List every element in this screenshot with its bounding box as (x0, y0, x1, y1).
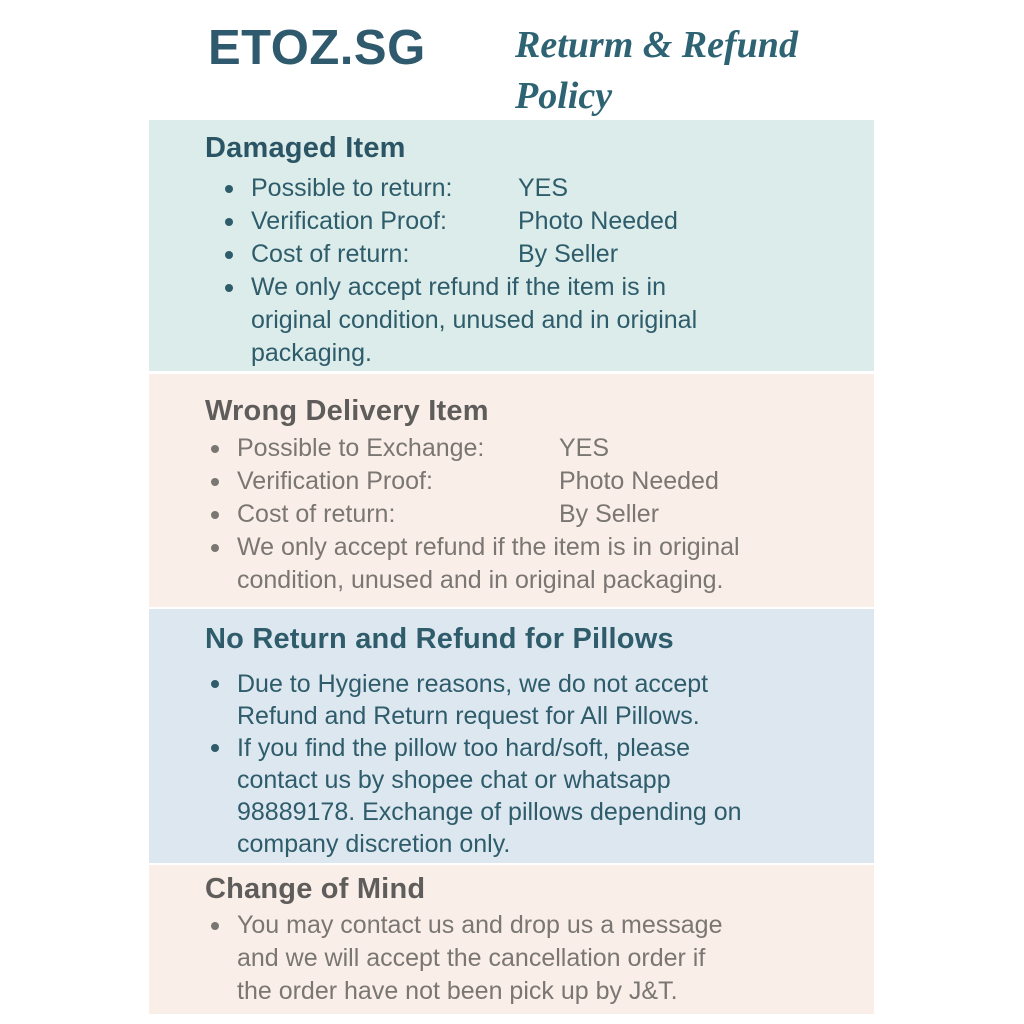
bullet-dot-icon (211, 680, 219, 688)
bullet-item (149, 271, 874, 370)
bullet-value: Photo Needed (518, 207, 678, 235)
bullet-dot-icon (211, 445, 219, 453)
bullet-text-line: We only accept refund if the item is in original (237, 533, 740, 561)
bullet-item (149, 909, 874, 1008)
bullet-value: By Seller (518, 240, 619, 268)
bullet-item (149, 238, 874, 271)
section-heading: Change of Mind (205, 873, 426, 905)
section-change-of-mind (149, 865, 874, 1014)
bullet-item (149, 432, 874, 465)
bullet-text-line: You may contact us and drop us a message (237, 911, 723, 939)
section-wrong-delivery-item (149, 374, 874, 607)
bullet-text (237, 668, 708, 732)
section-heading: Wrong Delivery Item (205, 395, 489, 427)
bullet-value: Photo Needed (559, 467, 719, 495)
bullet-text (237, 531, 740, 597)
bullet-value: YES (559, 434, 610, 462)
bullet-dot-icon (211, 922, 219, 930)
bullet-text-line: 98889178. Exchange of pillows depending on (237, 798, 742, 826)
bullet-item (149, 498, 874, 531)
bullet-text-line: original condition, unused and in original (251, 306, 698, 334)
bullet-text-line: We only accept refund if the item is in (251, 273, 667, 301)
bullet-dot-icon (225, 185, 233, 193)
bullet-list (149, 668, 874, 860)
bullet-list (149, 172, 874, 370)
bullet-dot-icon (211, 511, 219, 519)
bullet-dot-icon (225, 251, 233, 259)
bullet-text-line: the order have not been pick up by J&T. (237, 977, 678, 1005)
bullet-item (149, 668, 874, 732)
bullet-label: Cost of return: (237, 500, 396, 528)
bullet-dot-icon (225, 284, 233, 292)
bullet-list (149, 909, 874, 1008)
bullet-text-line: and we will accept the cancellation order if (237, 944, 706, 972)
bullet-dot-icon (211, 544, 219, 552)
bullet-label: Possible to Exchange: (237, 434, 485, 462)
bullet-dot-icon (211, 744, 219, 752)
bullet-label: Cost of return: (251, 240, 410, 268)
bullet-dot-icon (211, 478, 219, 486)
bullet-item (149, 172, 874, 205)
bullet-dot-icon (225, 218, 233, 226)
bullet-text-line: company discretion only. (237, 830, 511, 858)
bullet-item (149, 732, 874, 860)
bullet-label: Verification Proof: (251, 207, 447, 235)
section-damaged-item (149, 120, 874, 371)
brand-logo: ETOZ.SG (208, 21, 426, 75)
bullet-text-line: Due to Hygiene reasons, we do not accept (237, 670, 709, 698)
bullet-label: Possible to return: (251, 174, 453, 202)
page-title-line-2: Policy (515, 75, 613, 117)
page-title-line-1: Returm & Refund (515, 24, 798, 66)
section-heading: No Return and Refund for Pillows (205, 623, 674, 655)
bullet-text (237, 909, 723, 1008)
bullet-list (149, 432, 874, 597)
page-title (515, 20, 798, 122)
bullet-item (149, 205, 874, 238)
bullet-item (149, 465, 874, 498)
bullet-label: Verification Proof: (237, 467, 433, 495)
section-no-return-pillows (149, 609, 874, 863)
bullet-value: YES (518, 174, 569, 202)
section-heading: Damaged Item (205, 132, 406, 164)
bullet-text (237, 732, 742, 860)
bullet-text-line: packaging. (251, 339, 372, 367)
bullet-text (251, 271, 697, 370)
bullet-text-line: If you find the pillow too hard/soft, please (237, 734, 691, 762)
bullet-text-line: contact us by shopee chat or whatsapp (237, 766, 671, 794)
bullet-text-line: Refund and Return request for All Pillows. (237, 702, 700, 730)
bullet-text-line: condition, unused and in original packaging. (237, 566, 724, 594)
bullet-item (149, 531, 874, 597)
bullet-value: By Seller (559, 500, 660, 528)
